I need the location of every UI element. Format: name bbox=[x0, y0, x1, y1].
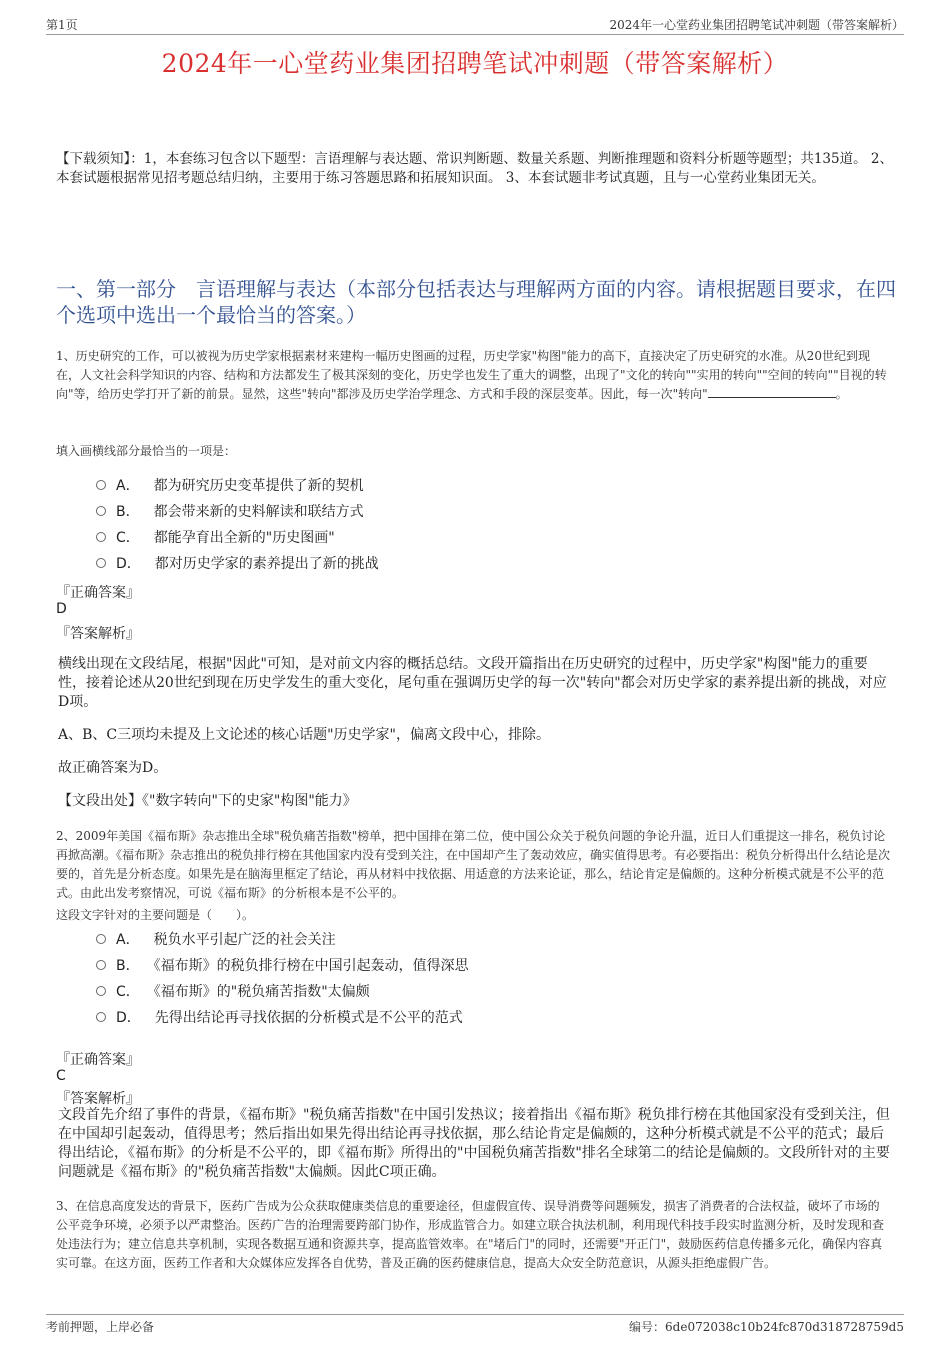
page-number: 第1页 bbox=[46, 18, 78, 32]
footer-slogan: 考前押题，上岸必备 bbox=[46, 1320, 155, 1334]
footer-doc-id: 编号：6de072038c10b24fc870d318728759d5 bbox=[629, 1320, 904, 1334]
q2-option-a[interactable]: A． 税负水平引起广泛的社会关注 bbox=[96, 930, 336, 950]
q1-option-a[interactable]: A． 都为研究历史变革提供了新的契机 bbox=[96, 476, 364, 496]
page-title: 2024年一心堂药业集团招聘笔试冲刺题（带答案解析） bbox=[161, 49, 789, 78]
question-1-prompt: 填入画横线部分最恰当的一项是： bbox=[56, 444, 237, 458]
q2-answer-label: 『正确答案』 bbox=[56, 1052, 140, 1068]
q2-analysis-label: 『答案解析』 bbox=[56, 1091, 140, 1107]
q2-option-d[interactable]: D． 先得出结论再寻找依据的分析模式是不公平的范式 bbox=[96, 1008, 463, 1028]
download-notice: 【下载须知】：1，本套练习包含以下题型：言语理解与表达题、常识判断题、数量关系题、判断推理题和资料分析题等题型；共135道。 2、本套试题根据常见招考题总结归纳，主要用于练习答题思路和拓展知识面。 3、本套试题非考试真题，且与一心堂药业集团无关。 bbox=[56, 151, 893, 186]
radio-icon[interactable] bbox=[96, 960, 106, 970]
question-3-stem: 3、在信息高度发达的背景下，医药广告成为公众获取健康类信息的重要途径，但虚假宣传、误导消费等问题频发，损害了消费者的合法权益，破坏了市场的公平竞争环境，必须予以严肃整治。医药广告的治理需要跨部门协作，形成监管合力。如建立联合执法机制，利用现代科技手段实时监测分析，及时发现和查处违法行为；建立信息共享机制，实现各数据互通和资源共享，提高监管效率。在"堵后门"的同时，还需要"开正门"，鼓励医药信息传播多元化，确保内容真实可靠。在这方面，医药工作者和大众媒体应发挥各自优势，普及正确的医药健康信息，提高大众安全防范意识，从源头拒绝虚假广告。 bbox=[56, 1199, 885, 1270]
q1-analysis-text: A、B、C三项均未提及上文论述的核心话题"历史学家"，偏离文段中心，排除。 bbox=[58, 727, 550, 743]
radio-icon[interactable] bbox=[96, 506, 106, 516]
section-heading: 一、第一部分 言语理解与表达（本部分包括表达与理解两方面的内容。请根据题目要求，在四个选项中选出一个最恰当的答案。） bbox=[56, 277, 896, 327]
q2-analysis-text: 文段首先介绍了事件的背景，《福布斯》"税负痛苦指数"在中国引发热议；接着指出《福布斯》税负排行榜在其他国家没有受到关注，但在中国却引起轰动，值得思考；然后指出如果先得出结论再寻找依据，那么结论肯定是偏颇的，这种分析模式就是不公平的范式；最后得出结论，《福布斯》的分析是不公平的，即《福布斯》所得出的"中国税负痛苦指数"排名全球第二的结论是偏颇的。文段所针对的主要问题就是《福布斯》的"税负痛苦指数"太偏颇。因此C项正确。 bbox=[58, 1107, 890, 1180]
q1-source: 【文段出处】《"数字转向"下的史家"构图"能力》 bbox=[58, 793, 357, 809]
q2-option-c[interactable]: C． 《福布斯》的"税负痛苦指数"太偏颇 bbox=[96, 982, 370, 1002]
header-doc-title: 2024年一心堂药业集团招聘笔试冲刺题（带答案解析） bbox=[609, 18, 904, 32]
q1-option-d[interactable]: D． 都对历史学家的素养提出了新的挑战 bbox=[96, 554, 379, 574]
q1-analysis-text: 横线出现在文段结尾，根据"因此"可知，是对前文内容的概括总结。文段开篇指出在历史研究的过程中，历史学家"构图"能力的重要性，接着论述从20世纪到现在历史学发生的重大变化，尾句重在强调历史学的每一次"转向"都会对历史学家的素养提出新的挑战，对应D项。 bbox=[58, 656, 887, 710]
radio-icon[interactable] bbox=[96, 532, 106, 542]
q2-option-b[interactable]: B． 《福布斯》的税负排行榜在中国引起轰动，值得深思 bbox=[96, 956, 469, 976]
question-2-stem: 2、2009年美国《福布斯》杂志推出全球"税负痛苦指数"榜单，把中国排在第二位，使中国公众关于税负问题的争论升温，近日人们重提这一排名，税负讨论再掀高潮。《福布斯》杂志推出的税负排行榜在其他国家内没有受到关注，在中国却产生了轰动效应，确实值得思考。有必要指出：税负分析得出什么结论是次要的，首先是分析态度。如果先是在脑海里框定了结论，再从材料中找依据、用适意的方法来论证，那么，结论肯定是偏颇的。这种分析模式就是不公平的范式。由此出发考察情况，可说《福布斯》的分析根本是不公平的。 bbox=[56, 829, 891, 900]
q1-answer-label: 『正确答案』 bbox=[56, 585, 140, 601]
q1-answer: D bbox=[56, 601, 67, 617]
page-header bbox=[46, 14, 904, 35]
radio-icon[interactable] bbox=[96, 480, 106, 490]
radio-icon[interactable] bbox=[96, 558, 106, 568]
q1-option-b[interactable]: B． 都会带来新的史料解读和联结方式 bbox=[96, 502, 364, 522]
radio-icon[interactable] bbox=[96, 986, 106, 996]
q1-analysis-label: 『答案解析』 bbox=[56, 626, 140, 642]
radio-icon[interactable] bbox=[96, 934, 106, 944]
q2-answer: C bbox=[56, 1068, 66, 1084]
answer-blank bbox=[708, 386, 836, 398]
question-2-prompt: 这段文字针对的主要问题是（ ）。 bbox=[56, 908, 255, 922]
page-footer bbox=[46, 1314, 904, 1335]
q1-option-c[interactable]: C． 都能孕育出全新的"历史图画" bbox=[96, 528, 335, 548]
radio-icon[interactable] bbox=[96, 1012, 106, 1022]
question-1-stem: 1、历史研究的工作，可以被视为历史学家根据素材来建构一幅历史图画的过程，历史学家"构图"能力的高下，直接决定了历史研究的水准。从20世纪到现在，人文社会科学知识的内容、结构和方法都发生了极其深刻的变化，历史学也发生了重大的调整，出现了"文化的转向""实用的转向""空间的转向""目视的转向"等，给历史学打开了新的前景。显然，这些"转向"都涉及历史学治学理念、方式和手段的深层变革。因此，每一次"转向" 。 bbox=[56, 349, 887, 401]
q1-analysis-text: 故正确答案为D。 bbox=[58, 760, 168, 776]
